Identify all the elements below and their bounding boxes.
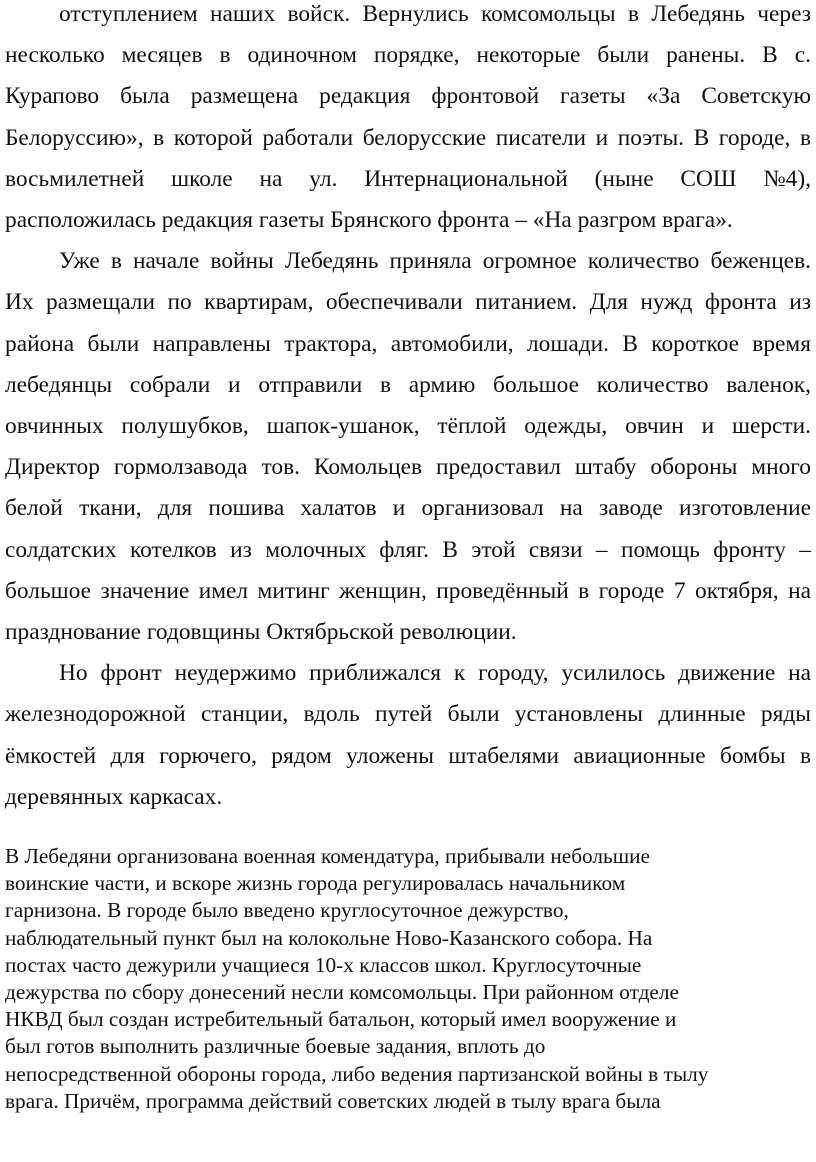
text-line: Белоруссию», в которой работали белорусские писатели и поэты. В городе, в xyxy=(5,124,811,151)
text-line: празднование годовщины Октябрьской революции. xyxy=(5,619,517,646)
text-line: НКВД был создан истребительный батальон, который имел вооружение и xyxy=(5,1007,677,1032)
text-line: овчинных полушубков, шапок-ушанок, тёплой одежды, овчин и шерсти. xyxy=(5,413,811,440)
text-line: деревянных каркасах. xyxy=(5,783,223,810)
text-line: В Лебедяни организована военная комендатура, прибывали небольшие xyxy=(5,844,650,868)
single-spaced-section xyxy=(5,843,811,1115)
text-line: постах часто дежурили учащиеся 10-х классов школ. Круглосуточные xyxy=(5,952,642,977)
paragraph-4 xyxy=(5,843,811,1115)
text-line: лебедянцы собрали и отправили в армию большое количество валенок, xyxy=(5,371,811,398)
text-line: несколько месяцев в одиночном порядке, некоторые были ранены. В с. xyxy=(5,42,811,69)
text-line: дежурства по сбору донесений несли комсомольцы. При районном отделе xyxy=(5,980,679,1005)
text-line: Курапово была размещена редакция фронтовой газеты «За Советскую xyxy=(5,83,811,110)
text-line: наблюдательный пункт был на колокольне Ново-Казанского собора. На xyxy=(5,925,653,950)
text-line: гарнизона. В городе было введено круглосуточное дежурство, xyxy=(5,898,569,923)
text-line: отступлением наших войск. Вернулись комсомольцы в Лебедянь через xyxy=(59,1,811,27)
text-line: Их размещали по квартирам, обеспечивали питанием. Для нужд фронта из xyxy=(5,289,811,316)
text-line: большое значение имел митинг женщин, проведённый в городе 7 октября, на xyxy=(5,577,811,604)
text-line: воинские части, и вскоре жизнь города регулировалась начальником xyxy=(5,871,626,896)
text-line: железнодорожной станции, вдоль путей были установлены длинные ряды xyxy=(5,701,811,728)
text-line: был готов выполнить различные боевые задания, вплоть до xyxy=(5,1034,546,1059)
text-line: врага. Причём, программа действий советских людей в тылу врага была xyxy=(5,1088,661,1113)
paragraph-2 xyxy=(5,241,811,653)
text-line: непосредственной обороны города, либо ведения партизанской войны в тылу xyxy=(5,1061,709,1086)
text-line: района были направлены трактора, автомобили, лошади. В короткое время xyxy=(5,330,811,357)
paragraph-1 xyxy=(5,0,811,241)
double-spaced-section xyxy=(5,0,811,818)
text-line: Директор гормолзавода тов. Комольцев предоставил штабу обороны много xyxy=(5,454,811,481)
text-line: солдатских котелков из молочных фляг. В этой связи – помощь фронту – xyxy=(5,536,811,563)
text-line: Но фронт неудержимо приближался к городу, усилилось движение на xyxy=(59,660,811,687)
text-line: восьмилетней школе на ул. Интернациональной (ныне СОШ №4), xyxy=(5,165,811,192)
text-line: белой ткани, для пошива халатов и организовал на заводе изготовление xyxy=(5,495,811,522)
paragraph-3 xyxy=(5,653,811,818)
text-line: Уже в начале войны Лебедянь приняла огромное количество беженцев. xyxy=(59,248,811,275)
text-line: ёмкостей для горючего, рядом уложены штабелями авиационные бомбы в xyxy=(5,742,811,769)
text-line: расположилась редакция газеты Брянского фронта – «На разгром врага». xyxy=(5,207,733,234)
